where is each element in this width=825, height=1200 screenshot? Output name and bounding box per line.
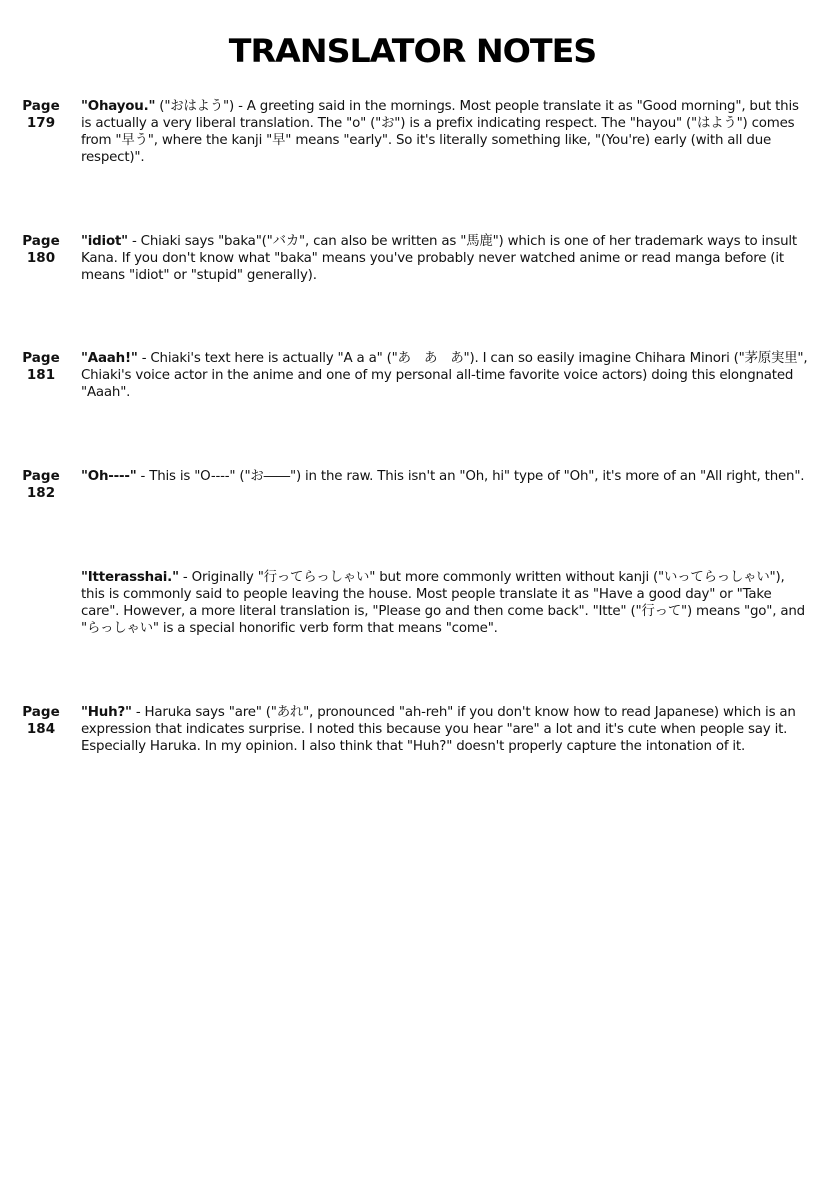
page-reference (18, 468, 64, 502)
note-text (81, 468, 809, 485)
page-reference (18, 704, 64, 738)
note-term: "Aaah!" (81, 351, 138, 366)
page-word: Page (22, 233, 60, 249)
note-term: "idiot" (81, 234, 128, 249)
page-title: TRANSLATOR NOTES (228, 32, 597, 70)
page-reference (18, 233, 64, 267)
note-term: "Oh----" (81, 469, 137, 484)
note-term: "Ohayou." (81, 99, 156, 114)
note-explanation: ("おはよう") - A greeting said in the mornings. Most people translate it as "Good morning", but this is actually a very liberal translation. The "o" ("お") is a prefix indicating respect. The "hayou" ("はよう") comes from "早う", where the kanji "早" means "early". So it's literally something like, "(You're) early (with all due respect)". (81, 99, 799, 165)
note-text (81, 569, 809, 637)
page-word: Page (22, 468, 60, 484)
note-term: "Huh?" (81, 705, 132, 720)
note-text (81, 98, 809, 166)
note-explanation: - Originally "行ってらっしゃい" but more commonly written without kanji ("いってらっしゃい"), this is commonly said to people leaving the house. Most people translate it as "Have a good day" or "Take care". However, a more literal translation is, "Please go and then come back". "Itte" ("行って") means "go", and "らっしゃい" is a special honorific verb form that means "come". (81, 570, 805, 636)
page-number: 181 (26, 367, 56, 383)
note-explanation: - Chiaki says "baka"("バカ", can also be written as "馬鹿") which is one of her trademark ways to insult Kana. If you don't know what "baka" means you've probably never watched anime or read manga before (it means "idiot" or "stupid" generally). (81, 234, 797, 283)
page-number: 179 (26, 115, 56, 131)
note-text (81, 350, 809, 401)
note-term: "Itterasshai." (81, 570, 179, 585)
page-number: 180 (26, 250, 56, 266)
page-word: Page (22, 98, 60, 114)
page-reference (18, 350, 64, 384)
note-explanation: - This is "O----" ("お――") in the raw. This isn't an "Oh, hi" type of "Oh", it's more of an "All right, then". (136, 469, 805, 484)
note-text (81, 704, 809, 755)
page-number: 182 (26, 485, 56, 501)
note-text (81, 233, 809, 284)
page-number: 184 (26, 721, 56, 737)
note-explanation: - Haruka says "are" ("あれ", pronounced "ah-reh" if you don't know how to read Japanese) which is an expression that indicates surprise. I noted this because you hear "are" a lot and it's cute when people say it. Especially Haruka. In my opinion. I also think that "Huh?" doesn't properly capture the intonation of it. (81, 705, 796, 754)
page-reference (18, 98, 64, 132)
page-word: Page (22, 350, 60, 366)
page-word: Page (22, 704, 60, 720)
note-explanation: - Chiaki's text here is actually "A a a" ("あ あ あ"). I can so easily imagine Chihara Minori ("茅原実里", Chiaki's voice actor in the anime and one of my personal all-time favorite voice actors) doing this elongnated "Aaah". (81, 351, 808, 400)
